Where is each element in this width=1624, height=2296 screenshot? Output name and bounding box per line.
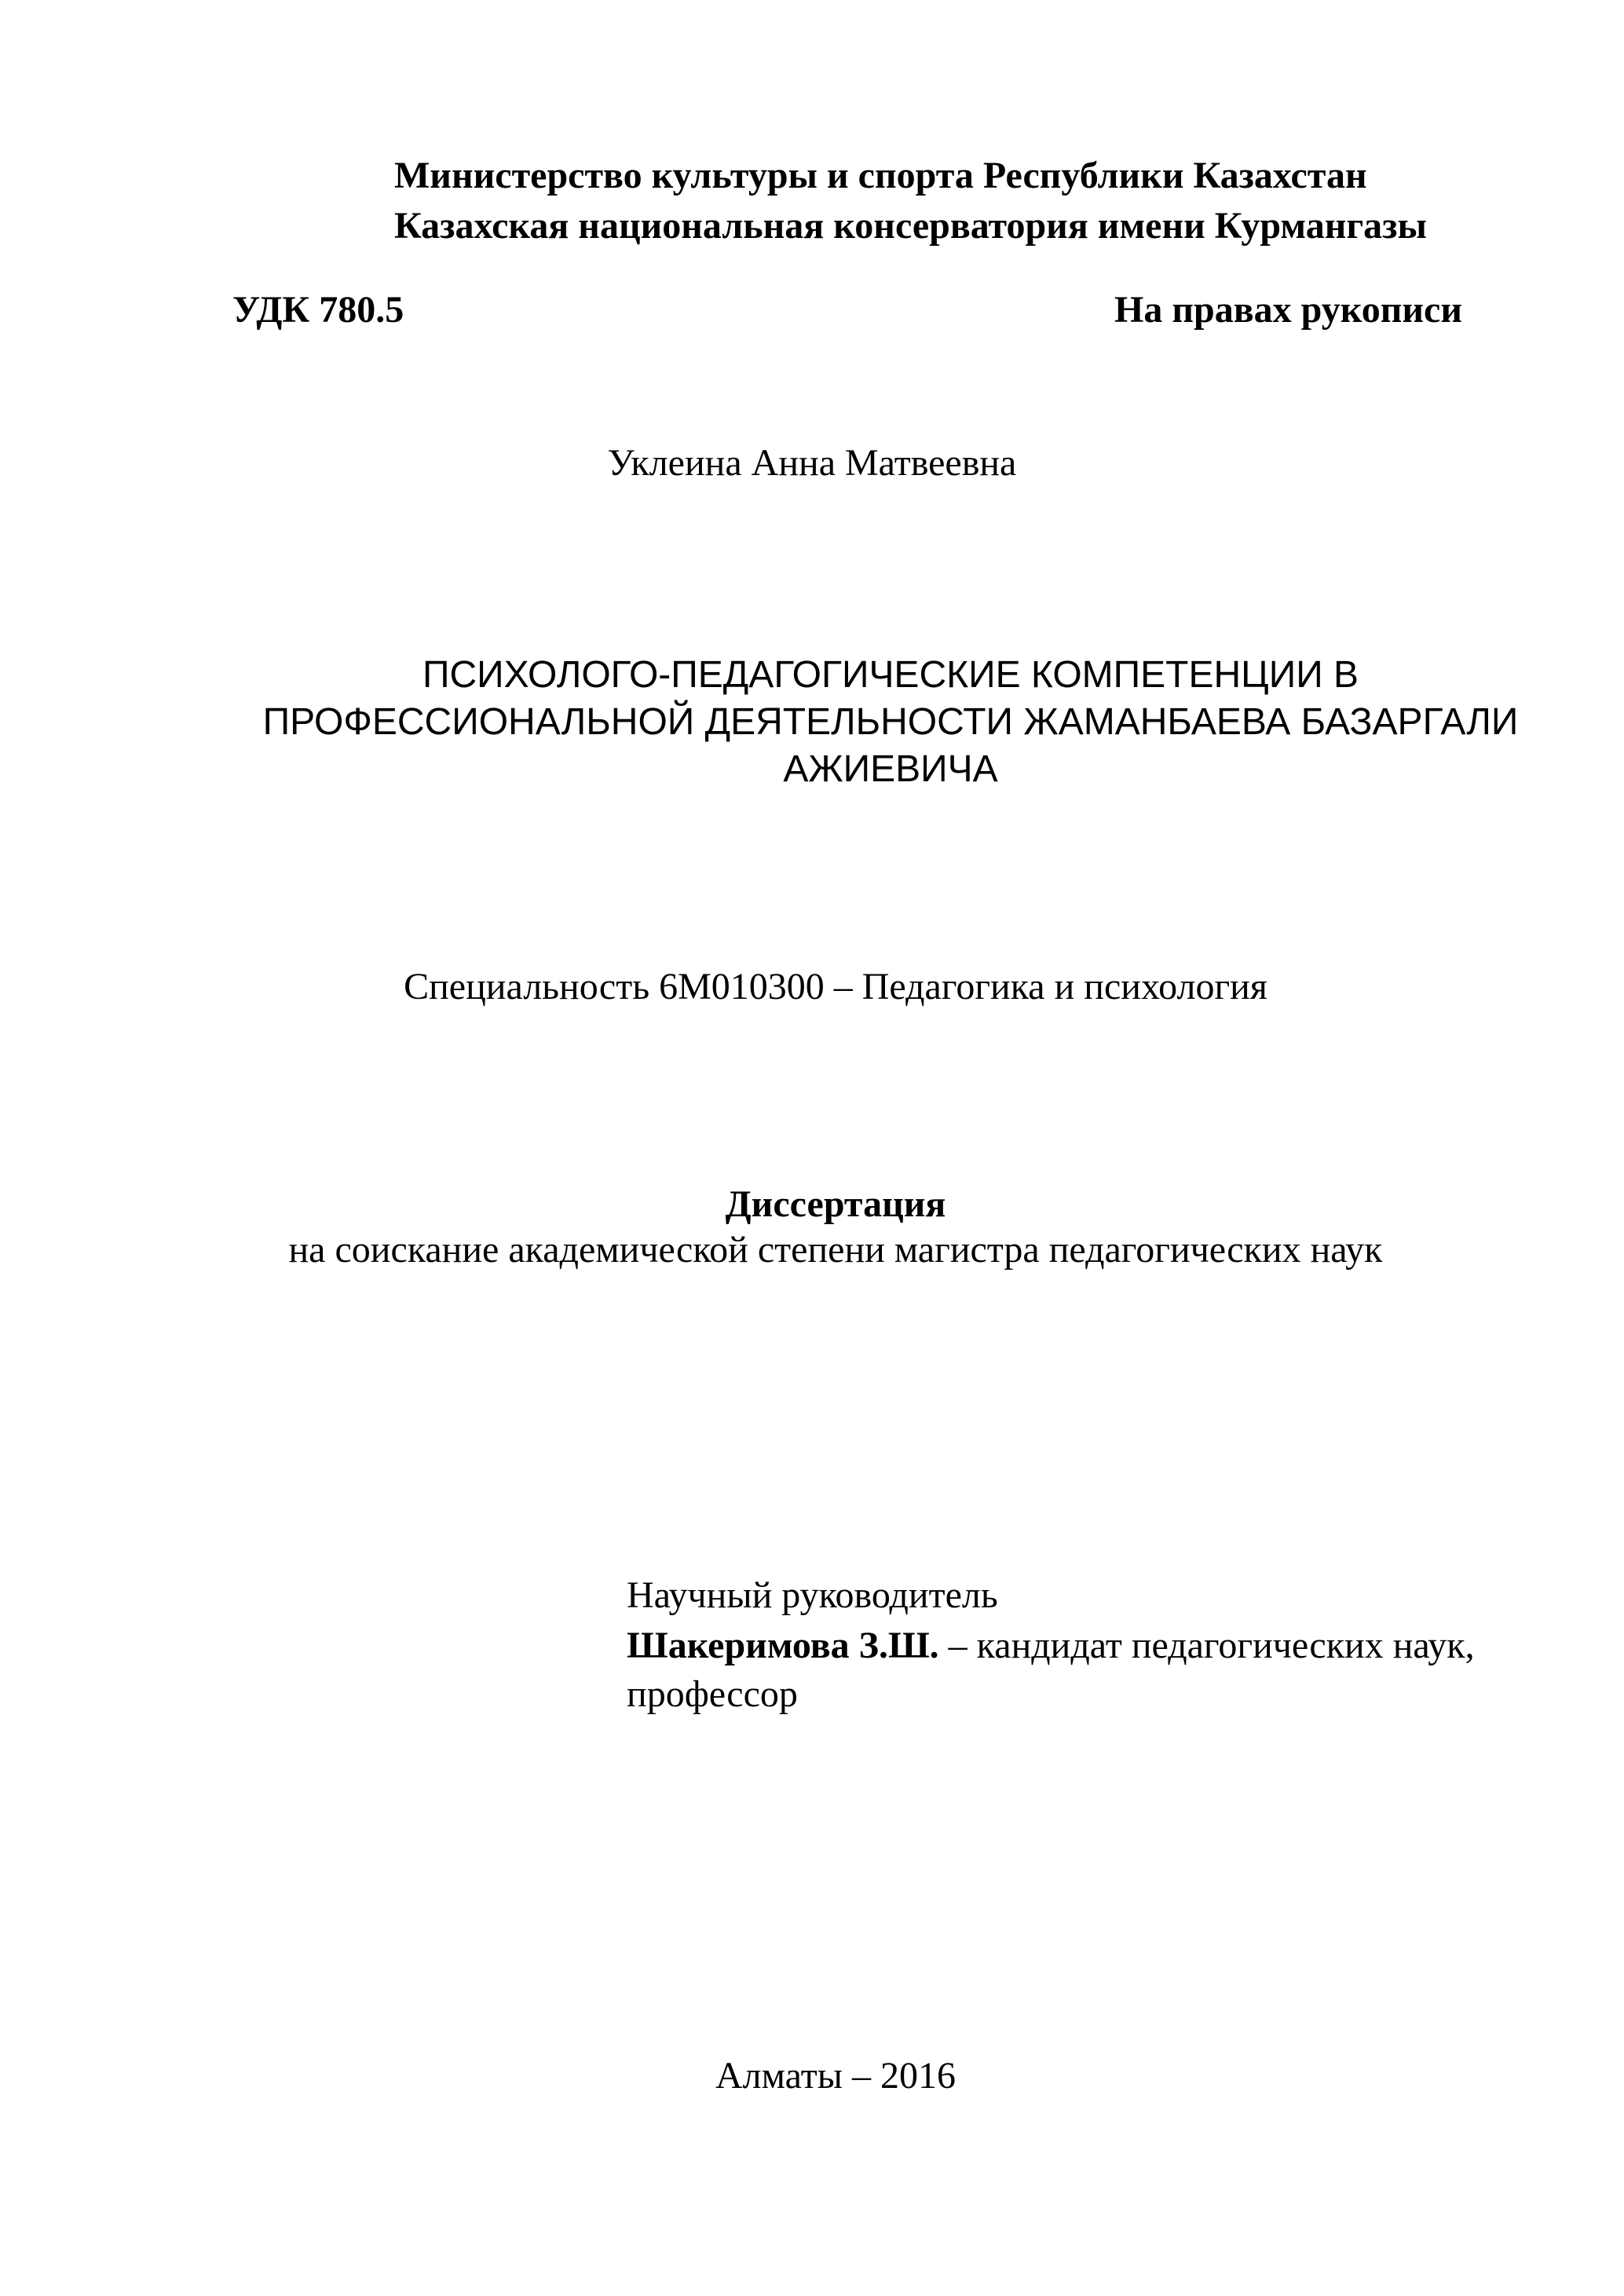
supervisor-rank: профессор bbox=[627, 1673, 798, 1715]
city-year: Алматы – 2016 bbox=[715, 2055, 956, 2097]
supervisor-label: Научный руководитель bbox=[627, 1574, 998, 1616]
supervisor-degree: – кандидат педагогических наук, bbox=[938, 1625, 1475, 1666]
thesis-title-line: ПРОФЕССИОНАЛЬНОЙ ДЕЯТЕЛЬНОСТИ ЖАМАНБАЕВА БАЗАРГАЛИ bbox=[262, 701, 1519, 743]
supervisor-line bbox=[627, 1621, 1475, 1671]
supervisor-name: Шакеримова З.Ш. bbox=[627, 1625, 939, 1666]
specialty: Специальность 6М010300 – Педагогика и психология bbox=[404, 966, 1267, 1007]
institution-name: Казахская национальная консерватория имени Курмангазы bbox=[394, 205, 1427, 247]
thesis-title-line: АЖИЕВИЧА bbox=[783, 748, 998, 790]
dissertation-subtitle: на соискание академической степени магистра педагогических наук bbox=[288, 1229, 1383, 1270]
thesis-title bbox=[126, 652, 1624, 793]
ministry-name: Министерство культуры и спорта Республики Казахстан bbox=[394, 155, 1367, 196]
header-block bbox=[394, 151, 1427, 251]
author-name: Уклеина Анна Матвеевна bbox=[607, 442, 1017, 484]
udk-code: УДК 780.5 bbox=[232, 289, 404, 331]
dissertation-heading: Диссертация bbox=[725, 1183, 946, 1225]
manuscript-rights: На правах рукописи bbox=[1114, 289, 1462, 331]
thesis-title-line: ПСИХОЛОГО-ПЕДАГОГИЧЕСКИЕ КОМПЕТЕНЦИИ В bbox=[422, 654, 1359, 696]
